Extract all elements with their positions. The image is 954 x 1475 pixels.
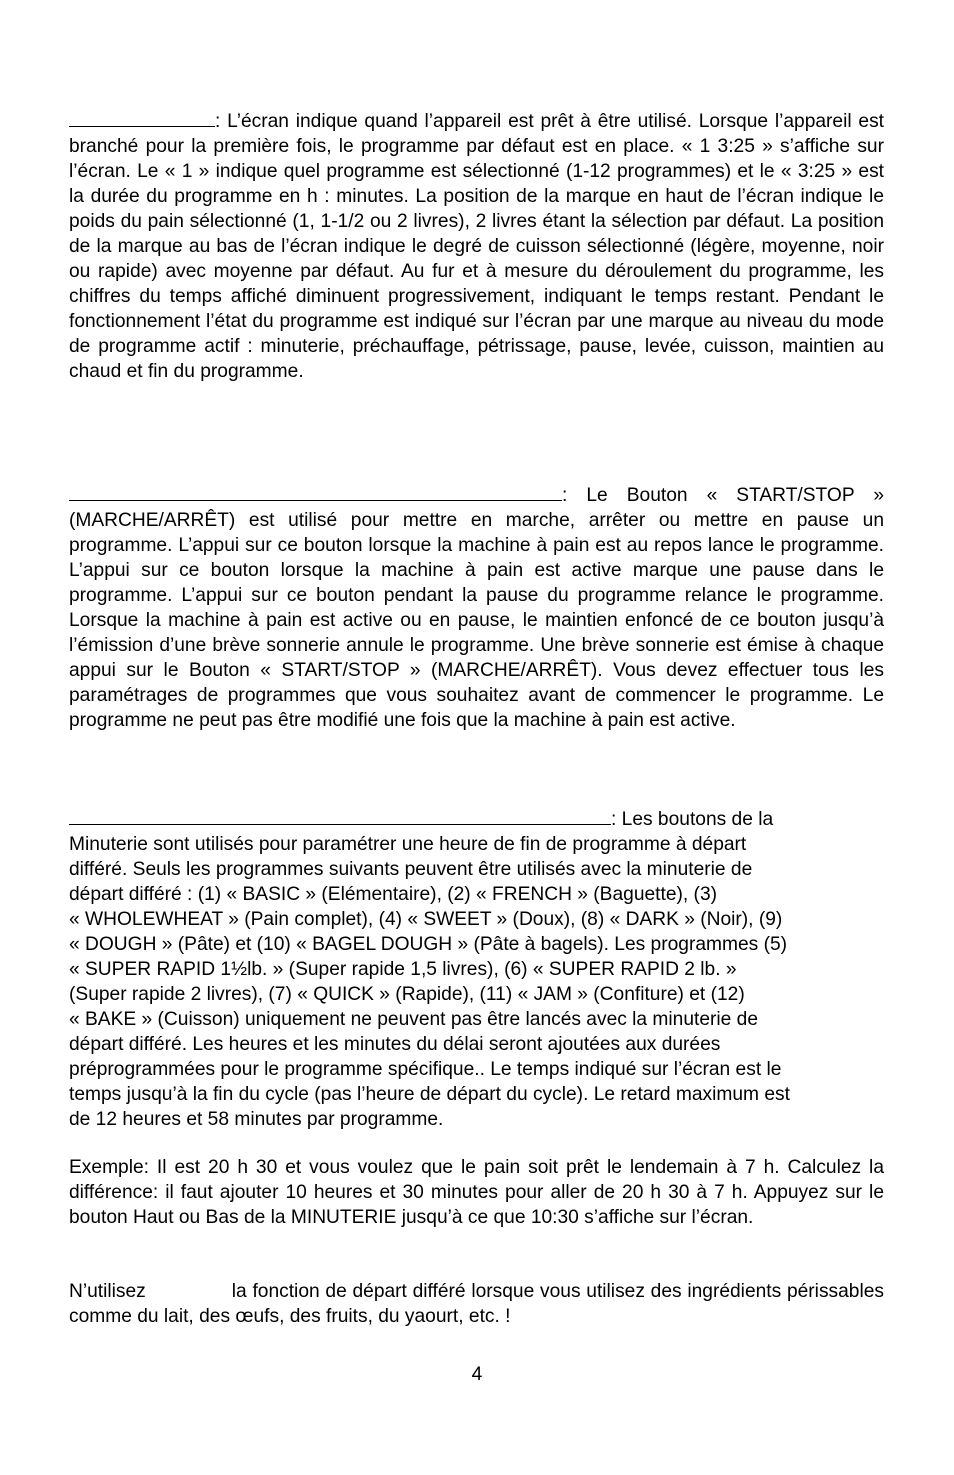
warning-lead: N’utilisez [69,1281,146,1302]
timer-line: « DOUGH » (Pâte) et (10) « BAGEL DOUGH » (Pâte à bagels). Les programmes (5) [69,934,788,955]
start-stop-text: : Le Bouton « START/STOP » (MARCHE/ARRÊT) est utilisé pour mettre en marche, arrêter ou mettre en pause un programme. L’appui sur ce bouton lorsque la machine à pain est au repos lance le programme. L’appui sur ce bouton lorsque la machine à pain est active marque une pause dans le programme. L’appui sur ce bouton pendant la pause du programme relance le programme. Lorsque la machine à pain est active ou en pause, le maintien enfoncé de ce bouton jusqu’à l’émission d’une brève sonnerie annule le programme. Une brève sonnerie est émise à chaque appui sur le Bouton « START/STOP » (MARCHE/ARRÊT). Vous devez effectuer tous les paramétrages de programmes que vous souhaitez avant de commencer le programme. Le programme ne peut pas être modifié une fois que la machine à pain est active. [69,485,884,731]
timer-line: (Super rapide 2 livres), (7) « QUICK » (Rapide), (11) « JAM » (Confiture) et (12) [69,984,745,1005]
timer-line: départ différé : (1) « BASIC » (Elémentaire), (2) « FRENCH » (Baguette), (3) [69,884,717,905]
heading-blank-timer [69,805,611,825]
timer-line: de 12 heures et 58 minutes par programme. [69,1109,444,1130]
timer-line: « SUPER RAPID 1½lb. » (Super rapide 1,5 livres), (6) « SUPER RAPID 2 lb. » [69,959,737,980]
heading-blank-display [69,107,215,127]
paragraph-start-stop [69,481,884,733]
timer-line: préprogrammées pour le programme spécifique.. Le temps indiqué sur l’écran est le [69,1059,782,1080]
timer-line: Minuterie sont utilisés pour paramétrer une heure de fin de programme à départ [69,834,747,855]
paragraph-warning [69,1279,884,1329]
paragraph-example: Exemple: Il est 20 h 30 et vous voulez que le pain soit prêt le lendemain à 7 h. Calculez la différence: il faut ajouter 10 heures et 30 minutes pour aller de 20 h 30 à 7 h. Appuyez sur le bouton Haut ou Bas de la MINUTERIE jusqu’à ce que 10:30 s’affiche sur l’écran. [69,1157,884,1228]
timer-line: « BAKE » (Cuisson) uniquement ne peuvent pas être lancés avec la minuterie de [69,1009,759,1030]
timer-line: temps jusqu’à la fin du cycle (pas l’heure de départ du cycle). Le retard maximum est [69,1084,790,1105]
paragraph-timer [69,805,884,1132]
timer-line: « WHOLEWHEAT » (Pain complet), (4) « SWEET » (Doux), (8) « DARK » (Noir), (9) [69,909,783,930]
display-text: : L’écran indique quand l’appareil est prêt à être utilisé. Lorsque l’appareil est branché pour la première fois, le programme par défaut est en place. « 1 3:25 » s’affiche sur l’écran. Le « 1 » indique quel programme est sélectionné (1-12 programmes) et le « 3:25 » est la durée du programme en h : minutes. La position de la marque en haut de l’écran indique le poids du pain sélectionné (1, 1-1/2 ou 2 livres), 2 livres étant la sélection par défaut. La position de la marque au bas de l’écran indique le degré de cuisson sélectionné (légère, moyenne, noir ou rapide) avec moyenne par défaut. Au fur et à mesure du déroulement du programme, les chiffres du temps affiché diminuent progressivement, indiquant le temps restant. Pendant le fonctionnement l’état du programme est indiqué sur l’écran par une marque au niveau du mode de programme actif : minuterie, préchauffage, pétrissage, pause, levée, cuisson, maintien au chaud et fin du programme. [69,111,884,382]
warning-text: la fonction de départ différé lorsque vous utilisez des ingrédients périssables comme du lait, des œufs, des fruits, du yaourt, etc. ! [69,1281,884,1327]
timer-line: différé. Seuls les programmes suivants peuvent être utilisés avec la minuterie de [69,859,753,880]
heading-blank-start-stop [69,481,562,501]
paragraph-display [69,107,884,384]
page-number: 4 [471,1364,483,1385]
timer-line: départ différé. Les heures et les minutes du délai seront ajoutées aux durées [69,1034,721,1055]
timer-first-line-text: : Les boutons de la [611,809,774,830]
timer-first-line [69,805,884,832]
